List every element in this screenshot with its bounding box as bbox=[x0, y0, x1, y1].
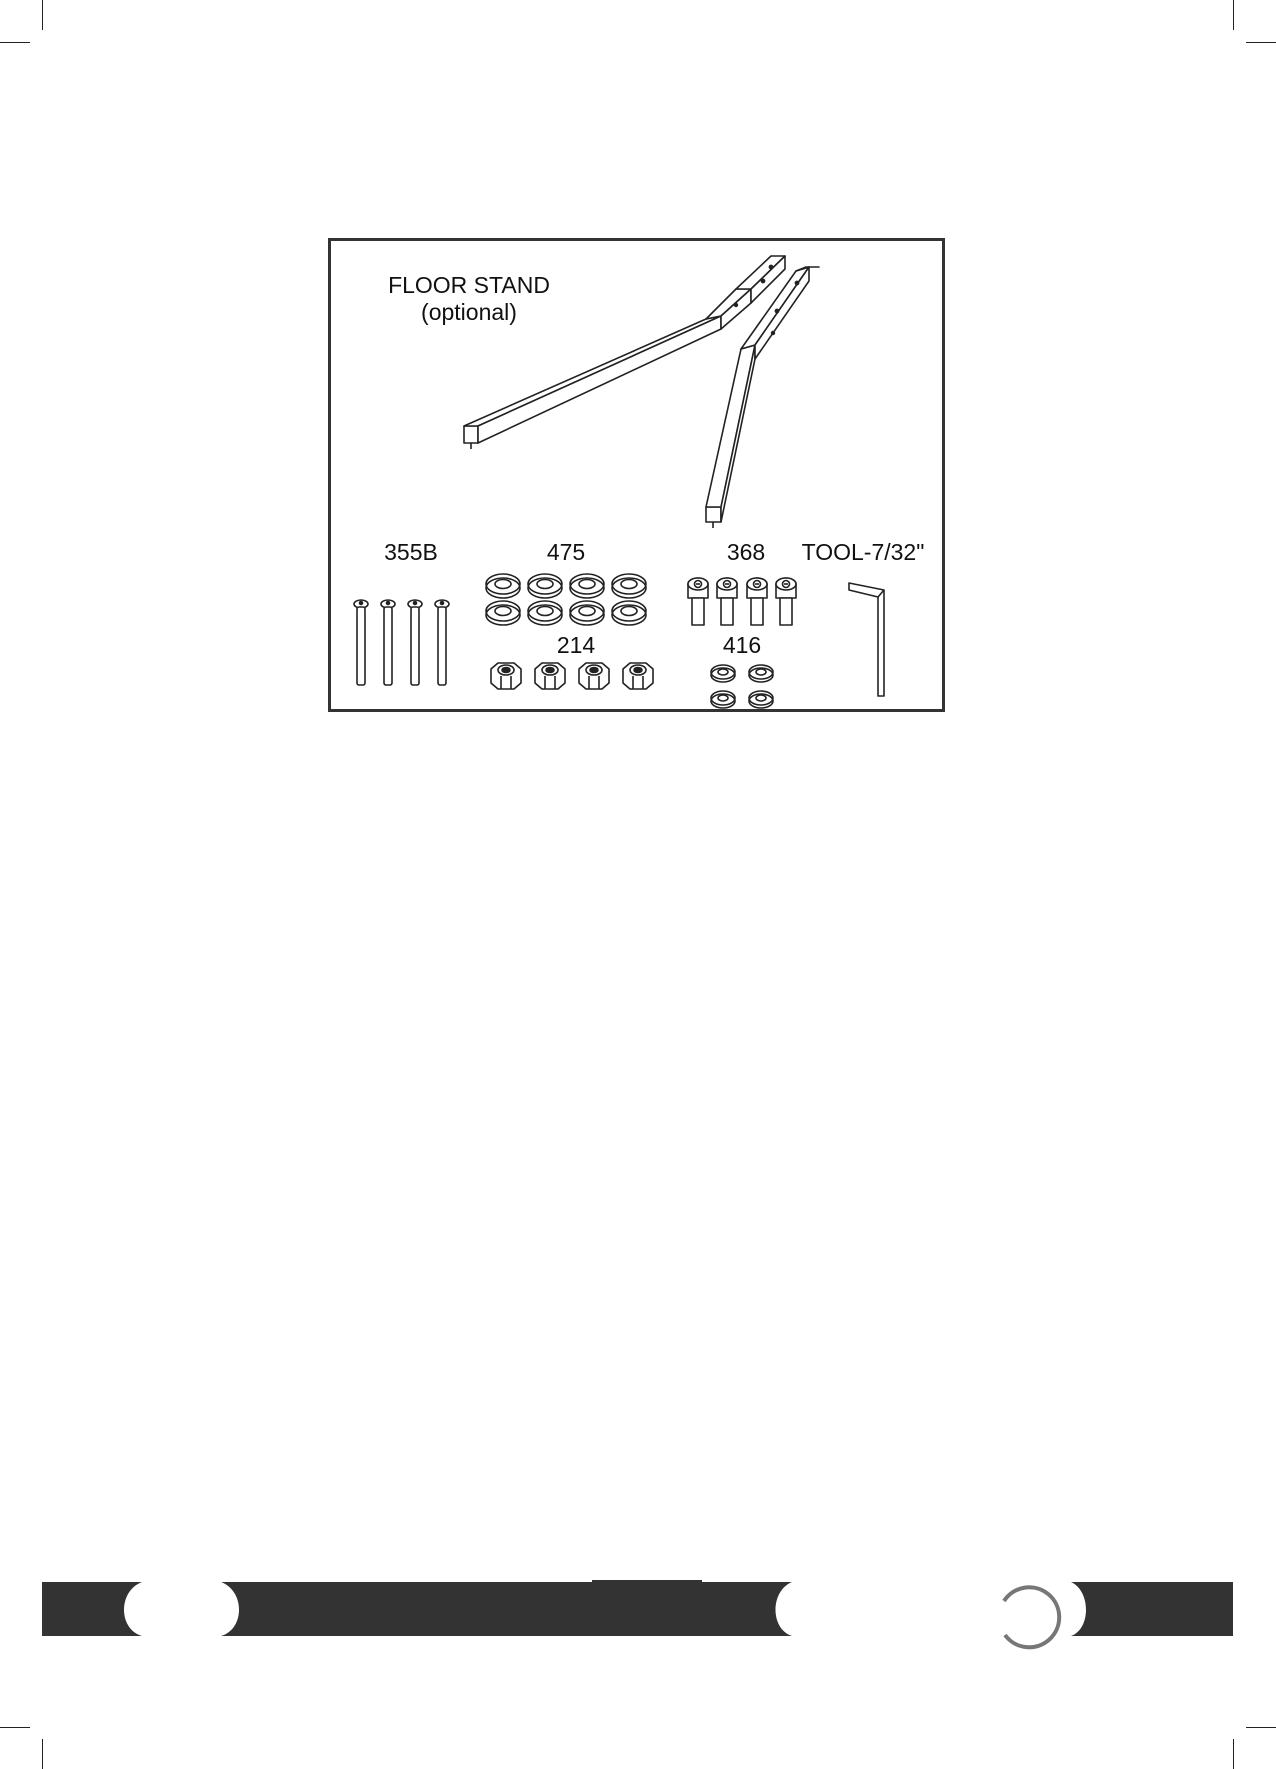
crop-mark-top-right-v bbox=[1233, 0, 1234, 30]
page-number-ring bbox=[1004, 1587, 1059, 1647]
bolts-355b bbox=[354, 600, 449, 685]
part-label-475: 475 bbox=[546, 539, 586, 565]
crop-mark-top-right-h bbox=[1246, 42, 1276, 43]
figure-title: FLOOR STAND bbox=[388, 272, 550, 298]
part-label-214: 214 bbox=[556, 632, 596, 658]
part-label-tool: TOOL-7/32" bbox=[801, 539, 925, 565]
screws-368 bbox=[688, 578, 796, 625]
nuts-214 bbox=[491, 663, 653, 689]
washers-475 bbox=[486, 574, 646, 625]
parts-figure bbox=[328, 238, 945, 712]
crop-mark-top-left-h bbox=[0, 42, 30, 43]
washers-416 bbox=[711, 665, 773, 708]
figure-subtitle: (optional) bbox=[421, 299, 517, 325]
crop-mark-bottom-right-h bbox=[1246, 1727, 1276, 1728]
footer-band bbox=[42, 1580, 1233, 1636]
crop-mark-bottom-left-h bbox=[0, 1727, 30, 1728]
crop-mark-bottom-left-v bbox=[42, 1739, 43, 1769]
crop-mark-bottom-right-v bbox=[1233, 1739, 1234, 1769]
part-label-368: 368 bbox=[726, 539, 766, 565]
allen-key-tool bbox=[849, 583, 884, 696]
part-label-416: 416 bbox=[722, 632, 762, 658]
part-label-355b: 355B bbox=[384, 539, 438, 565]
crop-mark-top-left-v bbox=[42, 0, 43, 30]
